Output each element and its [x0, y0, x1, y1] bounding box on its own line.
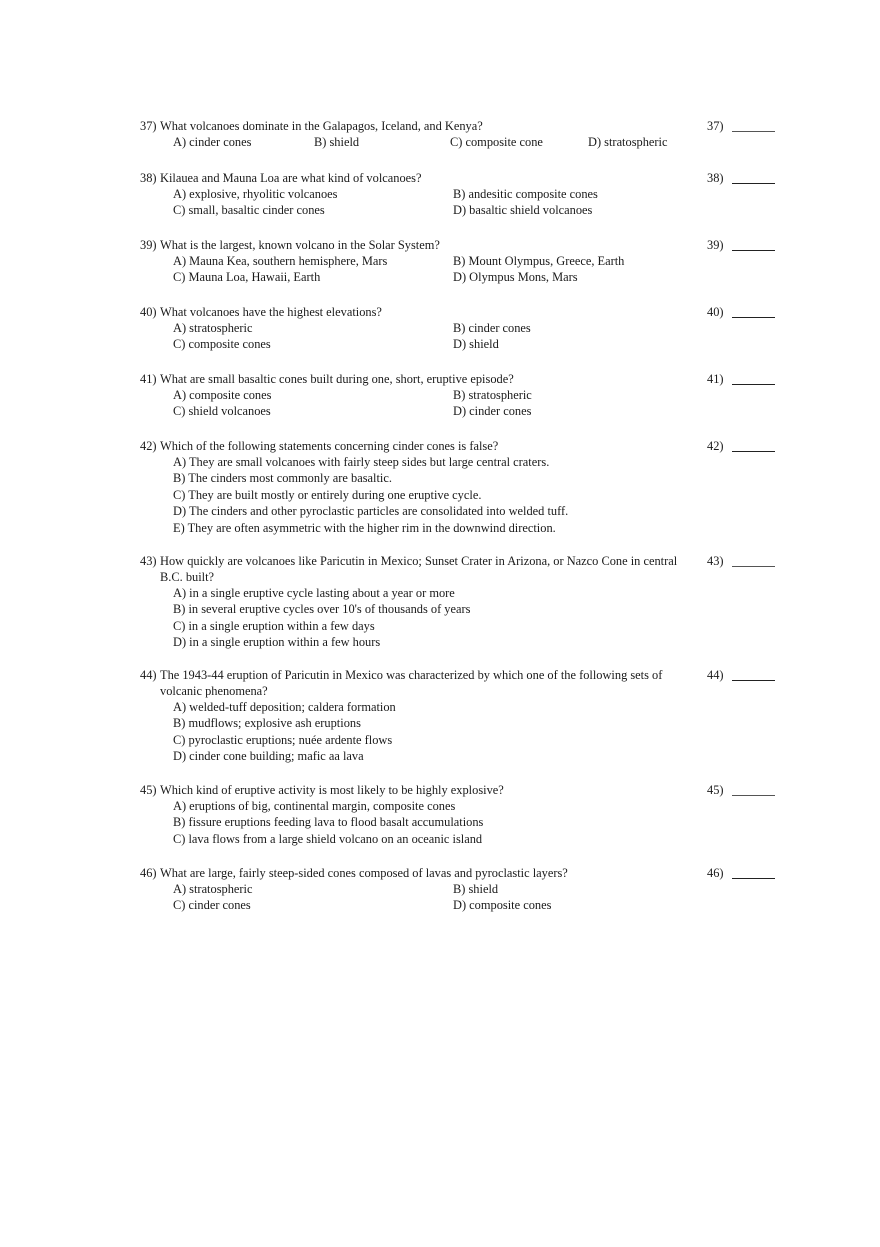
question-stem [140, 237, 780, 253]
option-c[interactable]: C) composite cone [450, 135, 543, 149]
option-d[interactable]: D) cinder cones [453, 404, 532, 419]
answer-label: 42) [707, 439, 724, 453]
question-45 [140, 782, 780, 847]
option-b[interactable]: B) in several eruptive cycles over 10's of thousands of years [173, 602, 471, 617]
options [173, 387, 780, 420]
answer-label: 44) [707, 668, 724, 682]
question-text: The 1943-44 eruption of Paricutin in Mexico was characterized by which one of the following sets of volcanic phenomena? [160, 668, 663, 698]
question-42 [140, 438, 780, 536]
answer-blank[interactable] [732, 451, 775, 452]
question-stem [140, 371, 780, 387]
question-stem [140, 865, 780, 881]
question-text: Which kind of eruptive activity is most likely to be highly explosive? [160, 783, 504, 797]
question-text: What is the largest, known volcano in the Solar System? [160, 238, 440, 252]
option-b[interactable]: B) cinder cones [453, 321, 531, 335]
options [173, 798, 780, 847]
option-d[interactable]: D) in a single eruption within a few hours [173, 635, 381, 650]
question-43 [140, 553, 780, 651]
option-a[interactable]: A) cinder cones [173, 135, 252, 149]
option-d[interactable]: D) shield [453, 337, 499, 352]
option-b[interactable]: B) mudflows; explosive ash eruptions [173, 716, 361, 731]
options [173, 881, 780, 914]
question-stem [140, 438, 780, 454]
question-number: 46) [140, 866, 157, 880]
question-stem [140, 170, 780, 186]
question-text: How quickly are volcanoes like Paricutin in Mexico; Sunset Crater in Arizona, or Nazco Cone in central B.C. built? [160, 554, 678, 584]
question-text: What are large, fairly steep-sided cones composed of lavas and pyroclastic layers? [160, 866, 568, 880]
option-b[interactable]: B) The cinders most commonly are basaltic. [173, 471, 392, 486]
question-text: What volcanoes have the highest elevations? [160, 305, 382, 319]
question-text: What volcanoes dominate in the Galapagos, Iceland, and Kenya? [160, 119, 483, 133]
option-e[interactable]: E) They are often asymmetric with the higher rim in the downwind direction. [173, 520, 556, 535]
question-46 [140, 865, 780, 914]
answer-blank[interactable] [732, 795, 775, 796]
answer-blank[interactable] [732, 384, 775, 385]
question-stem [140, 782, 780, 798]
option-d[interactable]: D) cinder cone building; mafic aa lava [173, 749, 364, 764]
option-c[interactable]: C) lava flows from a large shield volcano on an oceanic island [173, 831, 483, 846]
question-text: Which of the following statements concerning cinder cones is false? [160, 439, 499, 453]
answer-label: 43) [707, 554, 724, 568]
option-c[interactable]: C) small, basaltic cinder cones [173, 203, 325, 218]
option-a[interactable]: A) welded-tuff deposition; caldera formation [173, 700, 396, 714]
question-number: 45) [140, 783, 157, 797]
option-a[interactable]: A) eruptions of big, continental margin, composite cones [173, 799, 456, 813]
options [173, 186, 780, 219]
option-a[interactable]: A) explosive, rhyolitic volcanoes [173, 187, 338, 201]
question-39 [140, 237, 780, 286]
question-stem [140, 667, 780, 699]
option-b[interactable]: B) fissure eruptions feeding lava to flood basalt accumulations [173, 815, 484, 830]
question-number: 44) [140, 668, 157, 682]
question-37 [140, 118, 780, 150]
question-41 [140, 371, 780, 420]
option-b[interactable]: B) stratospheric [453, 388, 532, 402]
option-a[interactable]: A) They are small volcanoes with fairly steep sides but large central craters. [173, 455, 550, 469]
option-c[interactable]: C) in a single eruption within a few days [173, 618, 375, 633]
option-a[interactable]: A) Mauna Kea, southern hemisphere, Mars [173, 254, 388, 268]
option-c[interactable]: C) composite cones [173, 337, 271, 352]
option-d[interactable]: D) Olympus Mons, Mars [453, 270, 578, 285]
answer-label: 46) [707, 866, 724, 880]
option-a[interactable]: A) in a single eruptive cycle lasting about a year or more [173, 586, 455, 600]
option-a[interactable]: A) composite cones [173, 388, 272, 402]
options [173, 253, 780, 286]
answer-blank[interactable] [732, 183, 775, 184]
question-number: 38) [140, 171, 157, 185]
answer-label: 41) [707, 372, 724, 386]
answer-blank[interactable] [732, 131, 775, 132]
answer-label: 45) [707, 783, 724, 797]
answer-blank[interactable] [732, 680, 775, 681]
question-number: 39) [140, 238, 157, 252]
question-number: 37) [140, 119, 157, 133]
option-a[interactable]: A) stratospheric [173, 882, 253, 896]
options [173, 134, 780, 150]
options [173, 320, 780, 353]
options [173, 454, 780, 536]
option-c[interactable]: C) They are built mostly or entirely during one eruptive cycle. [173, 487, 482, 502]
question-number: 43) [140, 554, 157, 568]
question-stem [140, 553, 780, 585]
option-b[interactable]: B) Mount Olympus, Greece, Earth [453, 254, 625, 268]
option-c[interactable]: C) shield volcanoes [173, 404, 271, 419]
option-c[interactable]: C) cinder cones [173, 898, 251, 913]
question-number: 41) [140, 372, 157, 386]
options [173, 585, 780, 651]
option-b[interactable]: B) shield [314, 135, 360, 149]
question-stem [140, 118, 780, 134]
question-stem [140, 304, 780, 320]
options [173, 699, 780, 765]
question-38 [140, 170, 780, 219]
option-c[interactable]: C) Mauna Loa, Hawaii, Earth [173, 270, 321, 285]
question-40 [140, 304, 780, 353]
option-d[interactable]: D) composite cones [453, 898, 552, 913]
option-d[interactable]: D) stratospheric [588, 135, 668, 149]
question-44 [140, 667, 780, 765]
answer-label: 40) [707, 305, 724, 319]
answer-blank[interactable] [732, 317, 775, 318]
answer-blank[interactable] [732, 878, 775, 879]
answer-blank[interactable] [732, 566, 775, 567]
answer-blank[interactable] [732, 250, 775, 251]
option-d[interactable]: D) basaltic shield volcanoes [453, 203, 593, 218]
question-text: What are small basaltic cones built during one, short, eruptive episode? [160, 372, 514, 386]
option-d[interactable]: D) The cinders and other pyroclastic particles are consolidated into welded tuff. [173, 504, 569, 519]
option-c[interactable]: C) pyroclastic eruptions; nuée ardente flows [173, 732, 393, 747]
answer-label: 38) [707, 171, 724, 185]
question-number: 40) [140, 305, 157, 319]
answer-label: 39) [707, 238, 724, 252]
option-b[interactable]: B) andesitic composite cones [453, 187, 598, 201]
question-text: Kilauea and Mauna Loa are what kind of volcanoes? [160, 171, 422, 185]
question-number: 42) [140, 439, 157, 453]
option-b[interactable]: B) shield [453, 882, 499, 896]
answer-label: 37) [707, 119, 724, 133]
option-a[interactable]: A) stratospheric [173, 321, 253, 335]
